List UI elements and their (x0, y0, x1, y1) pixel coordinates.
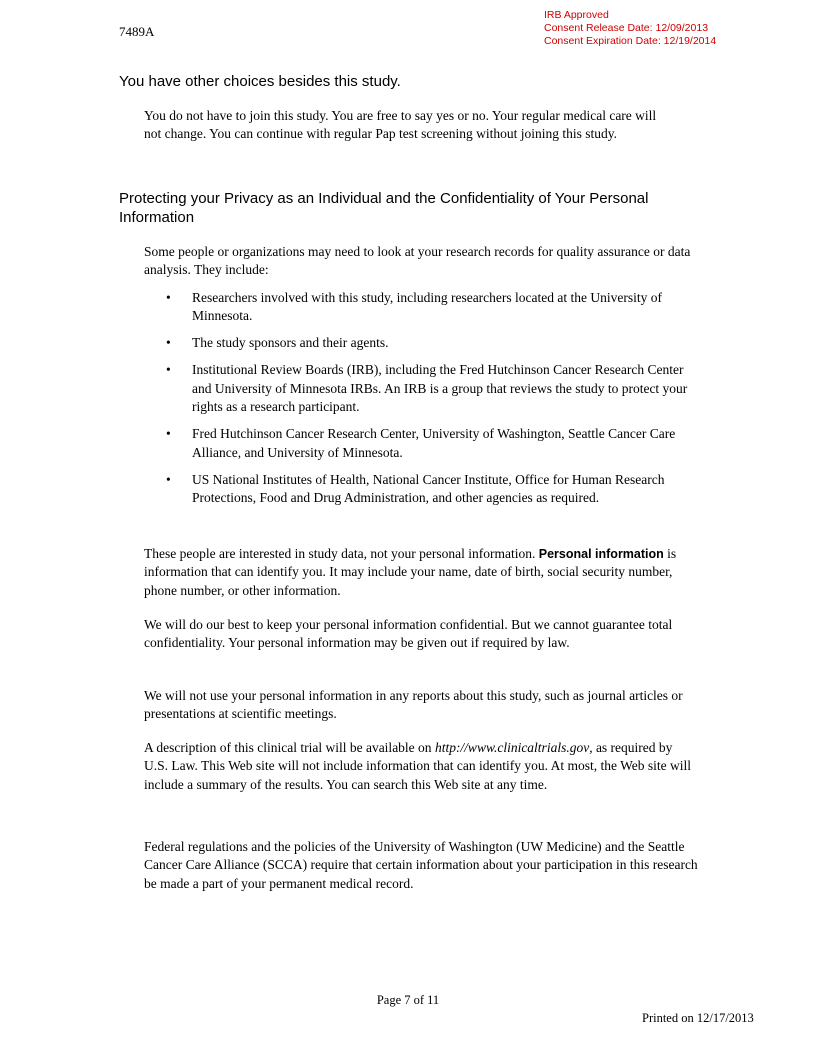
list-item-text: Researchers involved with this study, including researchers located at the University of Minnesota. (192, 290, 662, 324)
clinical-text-end: , as required by U.S. Law. This Web site will not include information that can identify you. At most, the Web site will include a summary of the results. You can search this Web site at any time. (144, 740, 692, 792)
bullet-icon: • (166, 471, 171, 487)
section-heading-choices: You have other choices besides this study. (119, 73, 401, 90)
clinical-trial-paragraph (144, 739, 699, 794)
personal-information-term: Personal information (538, 547, 664, 561)
record-access-list (144, 289, 704, 516)
list-item-text: The study sponsors and their agents. (192, 335, 389, 351)
confidentiality-paragraph: We will do our best to keep your personal information confidential. But we cannot guarantee total confidentiality. Your personal information may be given out if required by law. (144, 617, 673, 651)
list-item-text: US National Institutes of Health, National Cancer Institute, Office for Human Research Protections, Food and Drug Administration, and other agencies as required. (192, 471, 665, 506)
privacy-intro-paragraph: Some people or organizations may need to look at your research records for quality assurance or data analysis. They include: (144, 244, 691, 278)
bullet-icon: • (166, 362, 171, 378)
irb-approval-stamp (544, 9, 716, 48)
consent-expiration-date: Consent Expiration Date: 12/19/2014 (544, 35, 717, 47)
bullet-icon: • (166, 290, 171, 305)
bullet-icon: • (166, 426, 171, 442)
printed-date: Printed on 12/17/2013 (642, 1011, 754, 1025)
irb-approved-label: IRB Approved (544, 9, 609, 21)
choices-paragraph: You do not have to join this study. You are free to say yes or no. Your regular medical care will not change. You can continue with regular Pap test screening without joining this study. (144, 108, 657, 142)
interest-text-start: These people are interested in study data, not your personal information. (144, 546, 539, 561)
clinical-text-start: A description of this clinical trial will be available on (144, 740, 435, 755)
clinicaltrials-link[interactable]: http://www.clinicaltrials.gov (434, 740, 590, 755)
list-item (144, 471, 704, 508)
list-item-text: Fred Hutchinson Cancer Research Center, University of Washington, Seattle Cancer Care Alliance, and University of Minnesota. (192, 426, 676, 460)
section-heading-privacy: Protecting your Privacy as an Individual and the Confidentiality of Your Personal Information (119, 190, 649, 226)
personal-information-paragraph (144, 545, 699, 600)
list-item (144, 289, 704, 326)
federal-regulations-paragraph: Federal regulations and the policies of the University of Washington (UW Medicine) and the Seattle Cancer Care Alliance (SCCA) require that certain information about your participation in this research be made a part of your permanent medical record. (144, 839, 698, 891)
page-number: Page 7 of 11 (376, 993, 440, 1007)
list-item (144, 334, 704, 352)
consent-release-date: Consent Release Date: 12/09/2013 (544, 22, 709, 34)
interest-text-end: is information that can identify you. It may include your name, date of birth, social security number, phone number, or other information. (144, 546, 677, 598)
reports-paragraph: We will not use your personal information in any reports about this study, such as journal articles or presentations at scientific meetings. (144, 688, 683, 722)
bullet-icon: • (166, 335, 171, 351)
list-item (144, 361, 704, 416)
document-id: 7489A (119, 24, 155, 39)
list-item-text: Institutional Review Boards (IRB), including the Fred Hutchinson Cancer Research Center and University of Minnesota IRBs. An IRB is a group that reviews the study to protect your rights as a research participant. (192, 362, 688, 415)
list-item (144, 425, 704, 462)
